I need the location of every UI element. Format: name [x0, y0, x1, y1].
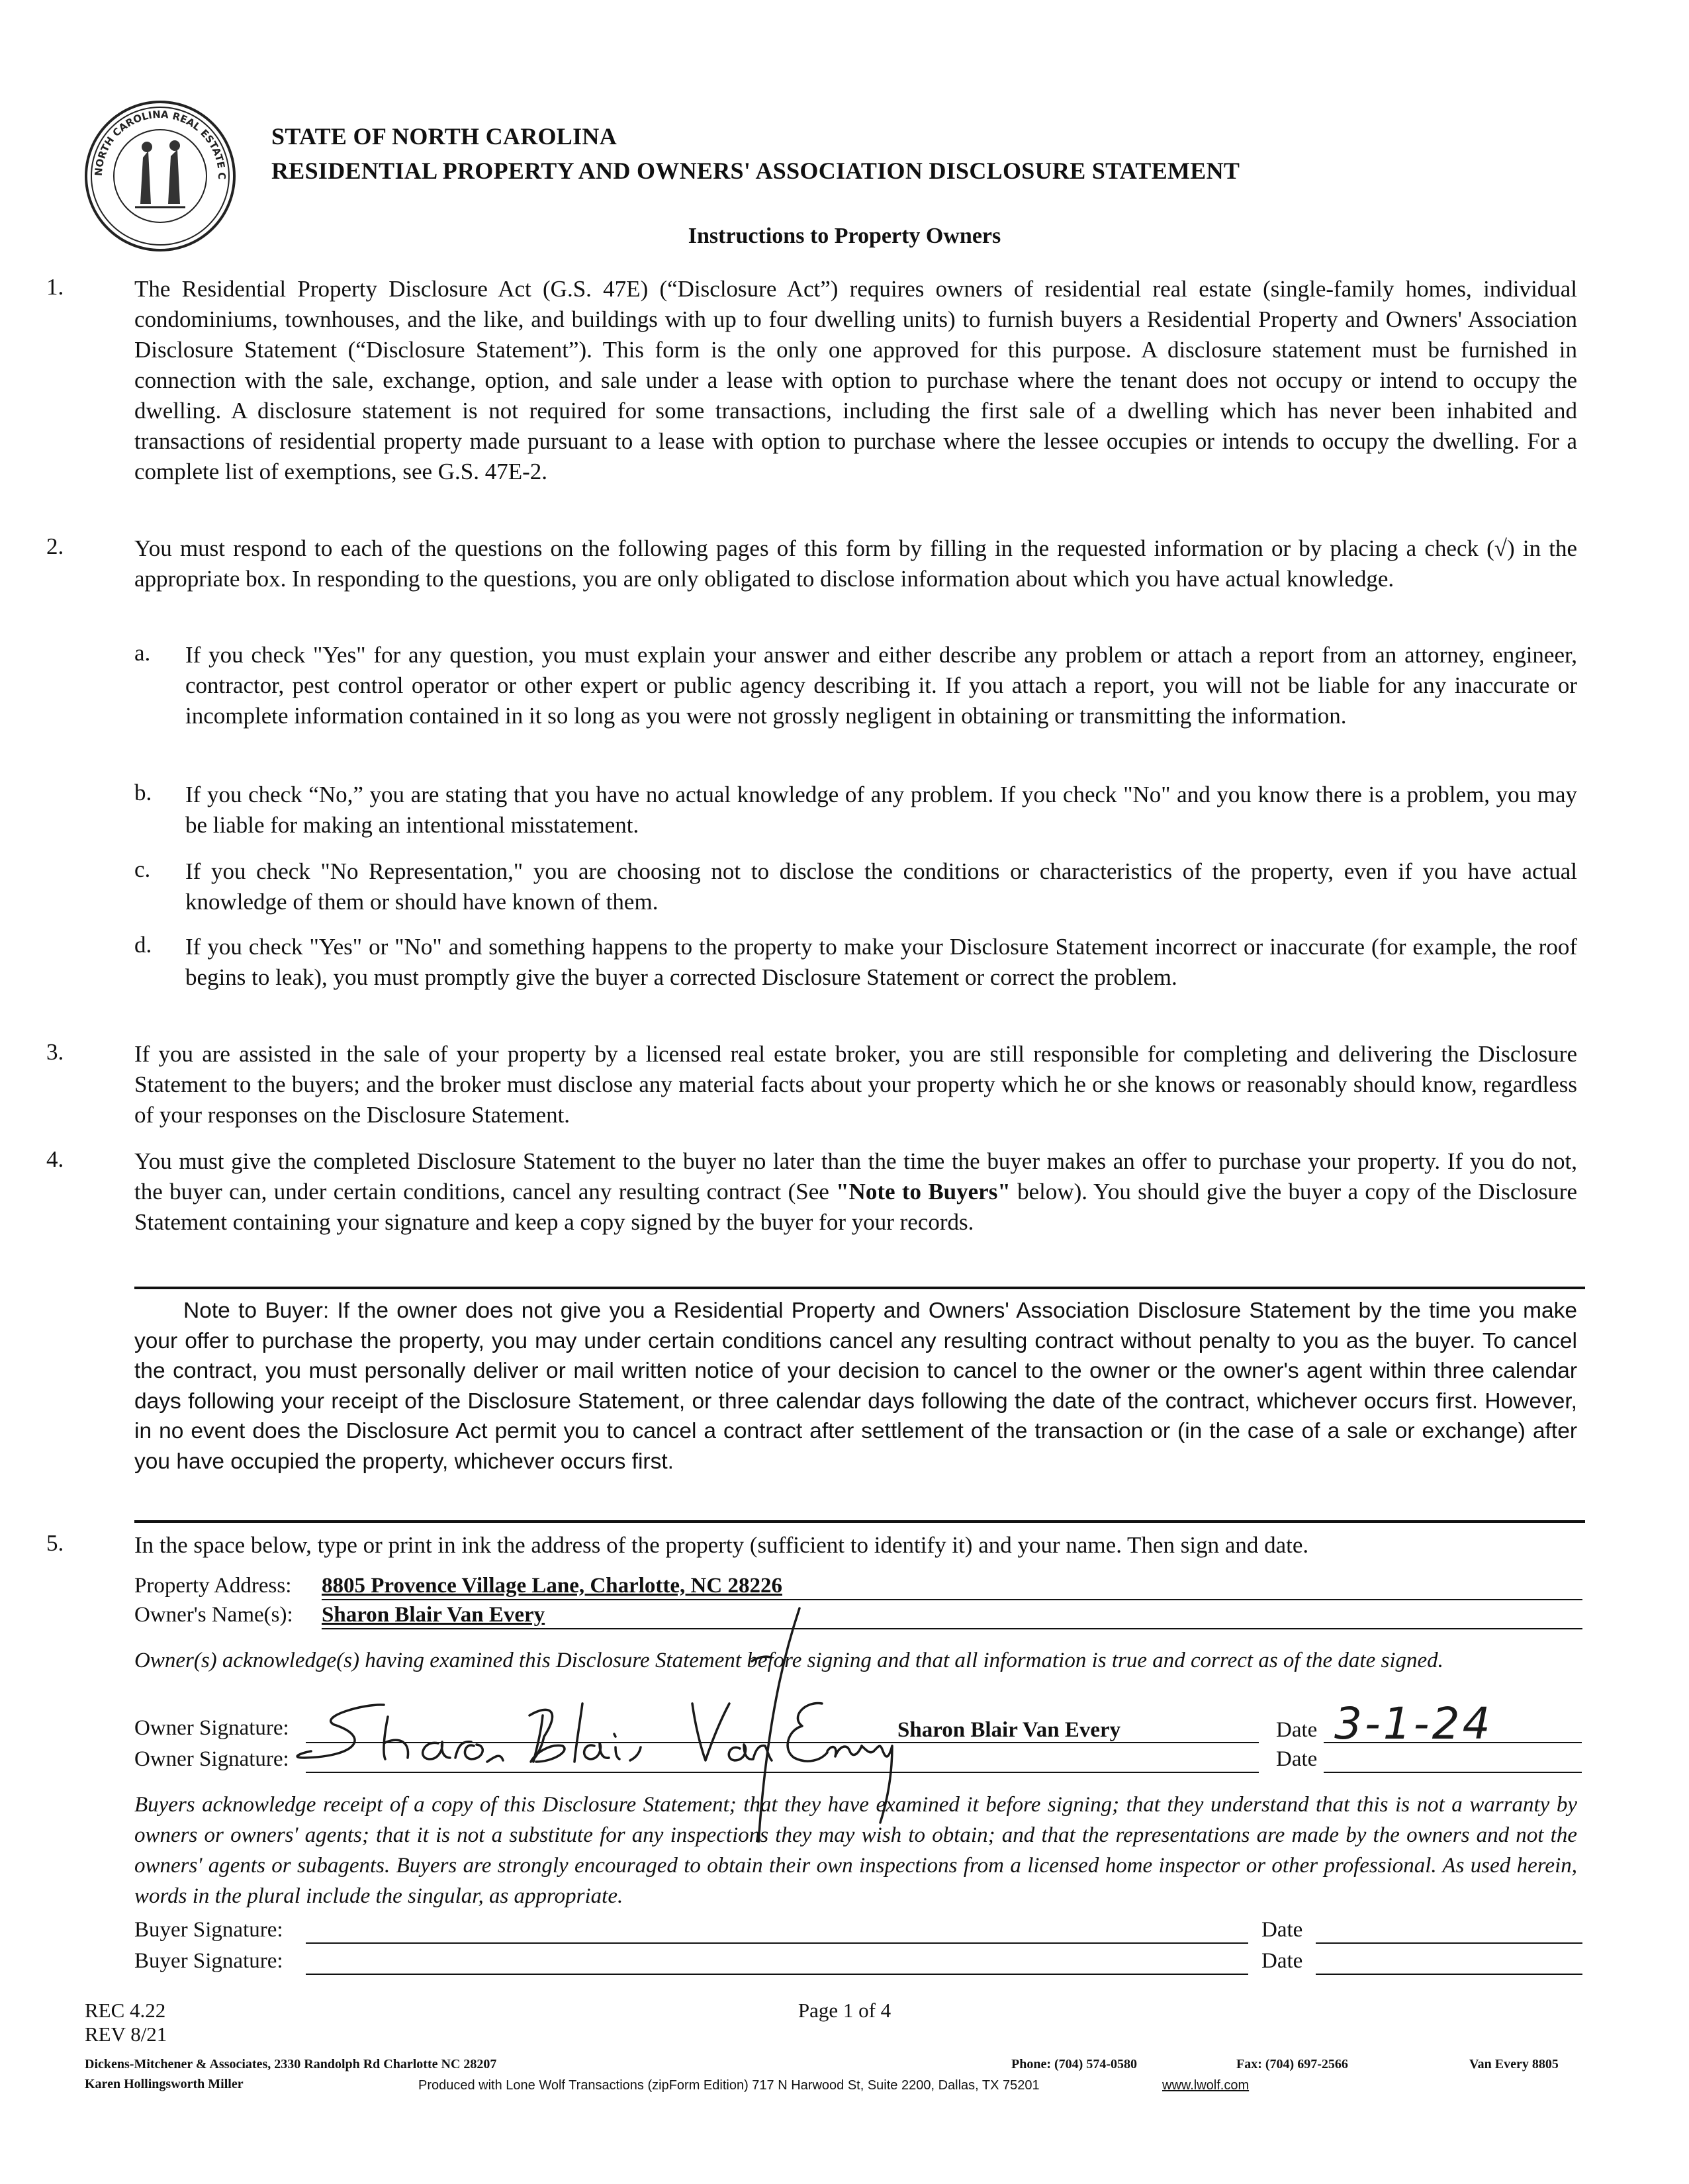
buyer-date-2-label: Date: [1261, 1949, 1303, 1973]
owner-date-2-label: Date: [1276, 1747, 1318, 1771]
owner-date-2-line[interactable]: [1324, 1772, 1582, 1773]
page-number: Page 1 of 4: [798, 1999, 891, 2022]
item-5-text: In the space below, type or print in ink the address of the property (sufficient to identify it) and your name. Then sign and date.: [134, 1532, 1309, 1558]
owner-signature-2-line[interactable]: [306, 1772, 1259, 1773]
buyer-signature-1-line[interactable]: [306, 1942, 1248, 1944]
instructions-title: Instructions to Property Owners: [688, 224, 1001, 248]
buyer-signature-1-label: Buyer Signature:: [134, 1918, 283, 1942]
item-3-text: If you are assisted in the sale of your property by a licensed real estate broker, you are still responsible for completing and delivering the Disclosure Statement to the buyers; and the broker must disclose any material facts about your property which he or she knows or reasonably should know, regardless of your responses on the Disclosure Statement.: [134, 1041, 1577, 1128]
property-address-label: Property Address:: [134, 1574, 292, 1598]
note-top-rule: [134, 1287, 1585, 1289]
footer-url-link[interactable]: www.lwolf.com: [1162, 2078, 1250, 2093]
footer-company: Dickens-Mitchener & Associates, 2330 Randolph Rd Charlotte NC 28207: [85, 2057, 497, 2071]
item-5-number: 5.: [46, 1530, 64, 1556]
owners-name-label: Owner's Name(s):: [134, 1603, 293, 1627]
seal-text: NORTH CAROLINA REAL ESTATE C: [92, 108, 228, 180]
note-to-buyers-reference: "Note to Buyers": [836, 1179, 1011, 1205]
form-code: REC 4.22: [85, 1999, 166, 2022]
buyer-signature-2-line[interactable]: [306, 1974, 1248, 1975]
footer-file-name: Van Every 8805: [1469, 2057, 1559, 2071]
item-4-text-after: below). You should give the buyer a copy of the Disclosure Statement containing your signature and keep a copy signed by the buyer for your records.: [134, 1179, 1577, 1235]
subitem-d-letter: d.: [134, 932, 152, 958]
note-bottom-rule: [134, 1520, 1585, 1523]
item-2-number: 2.: [46, 533, 64, 559]
footer-produced-by: Produced with Lone Wolf Transactions (zipForm Edition) 717 N Harwood St, Suite 2200, Dallas, TX 75201: [418, 2078, 1040, 2093]
note-to-buyer-text: Note to Buyer: If the owner does not give you a Residential Property and Owners' Association Disclosure Statement by the time you make your offer to purchase the property, you may under certain conditions cancel any resulting contract without penalty to you as the buyer. To cancel the contract, you must personally deliver or mail written notice of your decision to cancel to the owner or the owner's agent within three calendar days following your receipt of the Disclosure Statement, or three calendar days following the date of the contract, whichever occurs first. However, in no event does the Disclosure Act permit you to cancel a contract after settlement of the transaction or (in the case of a sale or exchange) after you have occupied the property, whichever occurs first.: [134, 1298, 1577, 1474]
buyer-signature-2-label: Buyer Signature:: [134, 1949, 283, 1973]
item-1-number: 1.: [46, 274, 64, 300]
note-to-buyer: [134, 1296, 1577, 1477]
owner-signature-1-label: Owner Signature:: [134, 1716, 289, 1740]
buyer-acknowledgement: Buyers acknowledge receipt of a copy of this Disclosure Statement; that they have examined it before signing; that they understand that this is not a warranty by owners or owners' agents; that it is not a substitute for any inspections they may wish to obtain; and that the representations are made by the owners and not the owners' agents or subagents. Buyers are strongly encouraged to obtain their own inspections from a licensed home inspector or other professional. As used herein, words in the plural include the singular, as appropriate.: [134, 1793, 1577, 1908]
subitem-a-text: If you check "Yes" for any question, you must explain your answer and either describe any problem or attach a report from an attorney, engineer, contractor, pest control operator or other expert or public agency describing it. If you attach a report, you will not be liable for any inaccurate or incomplete information contained in it so long as you were not grossly negligent in obtaining or transmitting the information.: [185, 642, 1577, 729]
item-3-number: 3.: [46, 1039, 64, 1065]
footer-fax: Fax: (704) 697-2566: [1236, 2057, 1348, 2071]
owners-name-value[interactable]: Sharon Blair Van Every: [322, 1603, 545, 1627]
item-4-text: [134, 1146, 1577, 1238]
header-state: STATE OF NORTH CAROLINA: [271, 123, 617, 150]
owner-printed-name: Sharon Blair Van Every: [897, 1718, 1121, 1742]
item-4-text-before: You must give the completed Disclosure Statement to the buyer no later than the time the buyer makes an offer to purchase your property. If you do not, the buyer can, under certain conditions, cancel any resulting contract (See: [134, 1148, 1577, 1205]
buyer-date-1-label: Date: [1261, 1918, 1303, 1942]
subitem-b-letter: b.: [134, 780, 152, 805]
owner-acknowledgement: Owner(s) acknowledge(s) having examined this Disclosure Statement before signing and that all information is true and correct as of the date signed.: [134, 1649, 1443, 1672]
property-address-value[interactable]: 8805 Provence Village Lane, Charlotte, NC 28226: [322, 1574, 782, 1598]
subitem-c-letter: c.: [134, 856, 151, 882]
footer-phone: Phone: (704) 574-0580: [1011, 2057, 1137, 2071]
header-form-title: RESIDENTIAL PROPERTY AND OWNERS' ASSOCIATION DISCLOSURE STATEMENT: [271, 158, 1240, 184]
subitem-c-text: If you check "No Representation," you are choosing not to disclose the conditions or characteristics of the property, even if you have actual knowledge of them or should have known of them.: [185, 858, 1577, 915]
buyer-date-1-line[interactable]: [1316, 1942, 1582, 1944]
owner-signature-date[interactable]: 3-1-24: [1334, 1698, 1493, 1749]
subitem-d-text: If you check "Yes" or "No" and something happens to the property to make your Disclosure Statement incorrect or inaccurate (for example, the roof begins to leak), you must promptly give the buyer a corrected Disclosure Statement or correct the problem.: [185, 934, 1577, 990]
item-1-text: The Residential Property Disclosure Act (G.S. 47E) (“Disclosure Act”) requires owners of residential real estate (single-family homes, individual condominiums, townhouses, and the like, and buildings with up to four dwelling units) to furnish buyers a Residential Property and Owners' Association Disclosure Statement (“Disclosure Statement”). This form is the only one approved for this purpose. A disclosure statement must be furnished in connection with the sale, exchange, option, and sale under a lease with option to purchase where the tenant does not occupy or intend to occupy the dwelling. A disclosure statement is not required for some transactions, including the first sale of a dwelling which has never been inhabited and transactions of residential property made pursuant to a lease with option to purchase where the lessee occupies or intends to occupy the dwelling. For a complete list of exemptions, see G.S. 47E-2.: [134, 276, 1577, 484]
item-4-number: 4.: [46, 1146, 64, 1172]
subitem-b-text: If you check “No,” you are stating that you have no actual knowledge of any problem. If you check "No" and you know there is a problem, you may be liable for making an intentional misstatement.: [185, 782, 1577, 838]
owner-signature-2-label: Owner Signature:: [134, 1747, 289, 1771]
item-2-text: You must respond to each of the questions on the following pages of this form by filling in the requested information or by placing a check (√) in the appropriate box. In responding to the questions, you are only obligated to disclose information about which you have actual knowledge.: [134, 535, 1577, 592]
owner-date-1-label: Date: [1276, 1718, 1318, 1742]
property-address-line: [322, 1599, 1582, 1600]
form-revision: REV 8/21: [85, 2023, 167, 2046]
footer-agent: Karen Hollingsworth Miller: [85, 2077, 244, 2091]
subitem-a-letter: a.: [134, 640, 151, 666]
buyer-date-2-line[interactable]: [1316, 1974, 1582, 1975]
